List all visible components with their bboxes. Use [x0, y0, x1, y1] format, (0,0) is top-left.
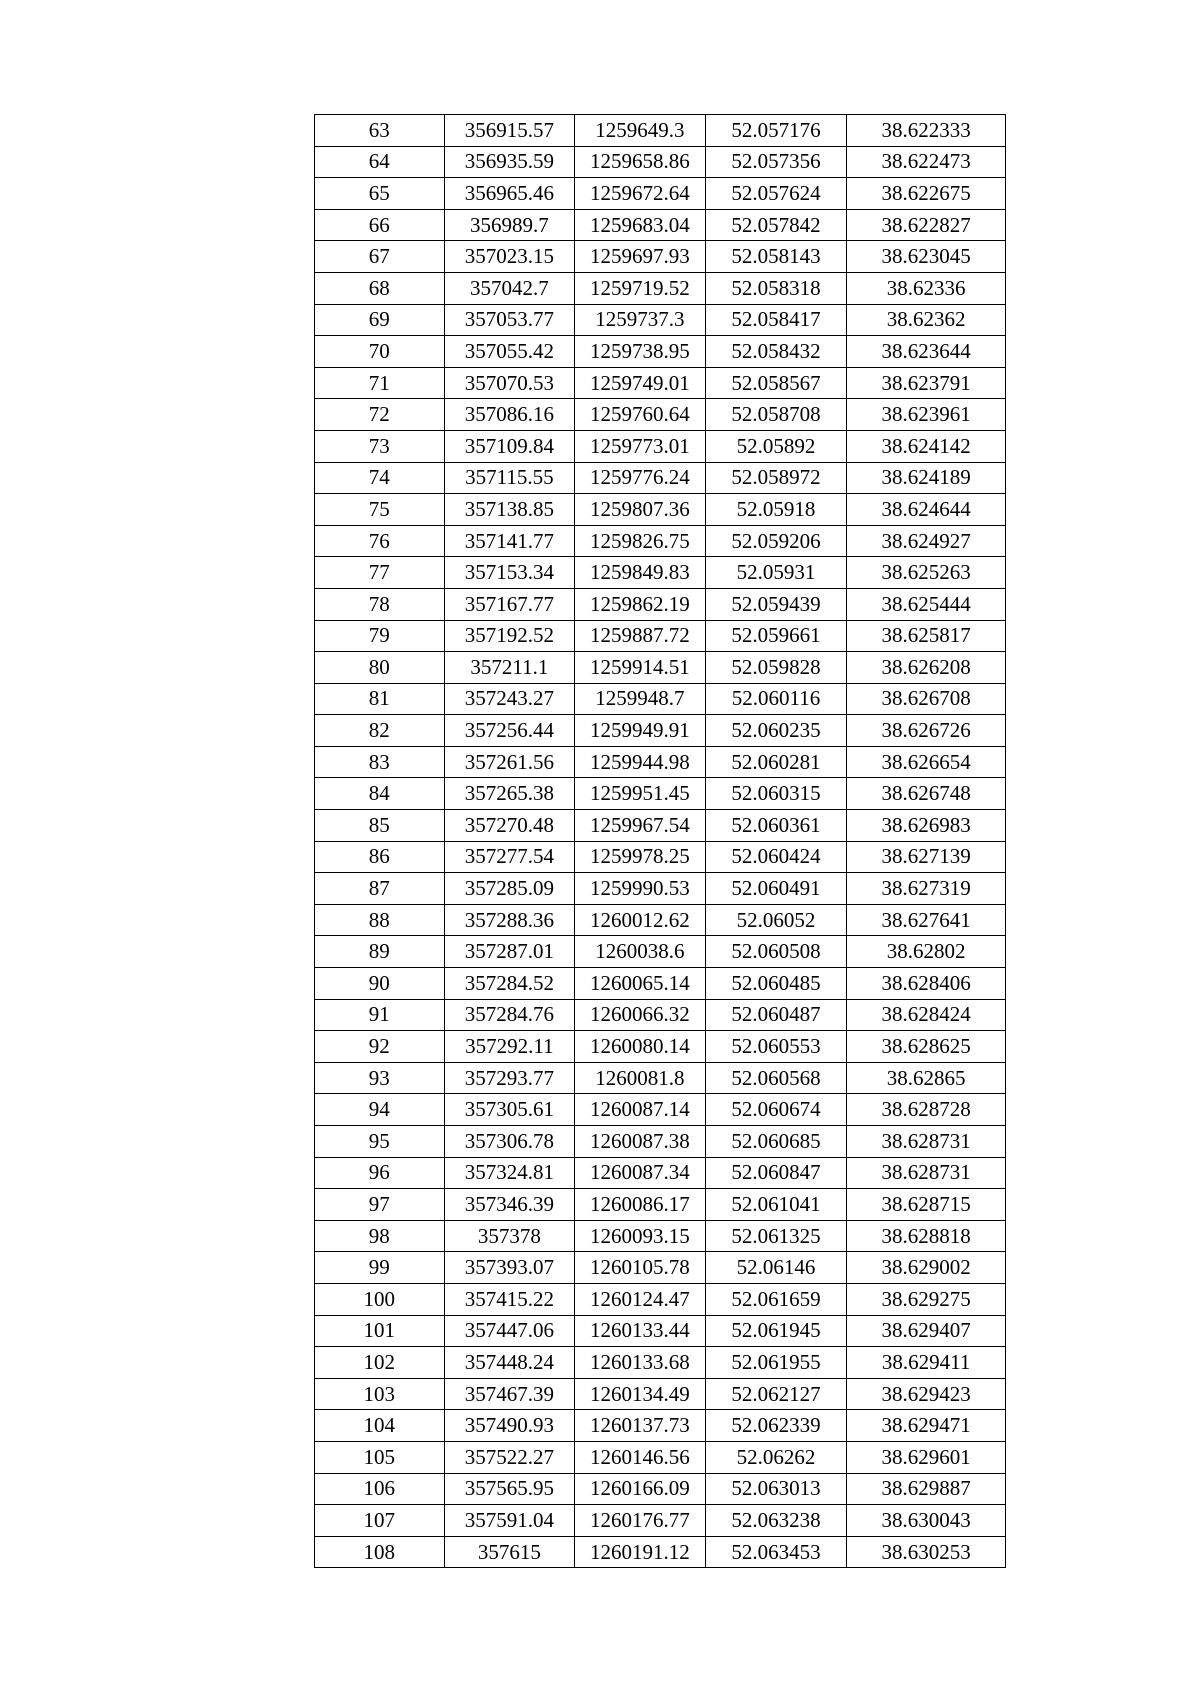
easting-cell: 357115.55	[444, 462, 575, 494]
point-number-cell: 75	[315, 494, 445, 526]
table-row	[315, 1189, 1006, 1221]
point-number-cell: 104	[315, 1410, 445, 1442]
table-row	[315, 1031, 1006, 1063]
longitude-cell: 38.627319	[847, 873, 1006, 905]
table-row	[315, 304, 1006, 336]
point-number-cell: 105	[315, 1441, 445, 1473]
table-row	[315, 873, 1006, 905]
easting-cell: 357138.85	[444, 494, 575, 526]
point-number-cell: 93	[315, 1062, 445, 1094]
point-number-cell: 65	[315, 178, 445, 210]
latitude-cell: 52.05892	[705, 430, 847, 462]
table-row	[315, 746, 1006, 778]
easting-cell: 357293.77	[444, 1062, 575, 1094]
easting-cell: 357378	[444, 1220, 575, 1252]
table-row	[315, 241, 1006, 273]
easting-cell: 357565.95	[444, 1473, 575, 1505]
easting-cell: 357467.39	[444, 1378, 575, 1410]
easting-cell: 357522.27	[444, 1441, 575, 1473]
point-number-cell: 86	[315, 841, 445, 873]
longitude-cell: 38.623644	[847, 336, 1006, 368]
latitude-cell: 52.060116	[705, 683, 847, 715]
point-number-cell: 99	[315, 1252, 445, 1284]
point-number-cell: 98	[315, 1220, 445, 1252]
easting-cell: 357415.22	[444, 1283, 575, 1315]
latitude-cell: 52.063013	[705, 1473, 847, 1505]
latitude-cell: 52.062127	[705, 1378, 847, 1410]
table-row	[315, 557, 1006, 589]
table-row	[315, 1157, 1006, 1189]
table-row	[315, 1094, 1006, 1126]
table-row	[315, 1410, 1006, 1442]
point-number-cell: 92	[315, 1031, 445, 1063]
easting-cell: 356989.7	[444, 209, 575, 241]
longitude-cell: 38.623045	[847, 241, 1006, 273]
easting-cell: 357615	[444, 1536, 575, 1568]
easting-cell: 357141.77	[444, 525, 575, 557]
table-row	[315, 1347, 1006, 1379]
point-number-cell: 89	[315, 936, 445, 968]
latitude-cell: 52.060361	[705, 810, 847, 842]
longitude-cell: 38.629411	[847, 1347, 1006, 1379]
latitude-cell: 52.060847	[705, 1157, 847, 1189]
northing-cell: 1259849.83	[575, 557, 706, 589]
latitude-cell: 52.058432	[705, 336, 847, 368]
northing-cell: 1260134.49	[575, 1378, 706, 1410]
table-row	[315, 841, 1006, 873]
longitude-cell: 38.626748	[847, 778, 1006, 810]
latitude-cell: 52.060685	[705, 1126, 847, 1158]
table-row	[315, 1536, 1006, 1568]
longitude-cell: 38.624644	[847, 494, 1006, 526]
table-row	[315, 1315, 1006, 1347]
latitude-cell: 52.059439	[705, 588, 847, 620]
latitude-cell: 52.060674	[705, 1094, 847, 1126]
easting-cell: 357055.42	[444, 336, 575, 368]
latitude-cell: 52.058567	[705, 367, 847, 399]
table-row	[315, 968, 1006, 1000]
easting-cell: 357305.61	[444, 1094, 575, 1126]
northing-cell: 1260176.77	[575, 1505, 706, 1537]
point-number-cell: 96	[315, 1157, 445, 1189]
northing-cell: 1259697.93	[575, 241, 706, 273]
point-number-cell: 76	[315, 525, 445, 557]
longitude-cell: 38.62802	[847, 936, 1006, 968]
longitude-cell: 38.629002	[847, 1252, 1006, 1284]
northing-cell: 1259807.36	[575, 494, 706, 526]
northing-cell: 1259719.52	[575, 272, 706, 304]
table-row	[315, 367, 1006, 399]
longitude-cell: 38.623961	[847, 399, 1006, 431]
easting-cell: 357211.1	[444, 652, 575, 684]
latitude-cell: 52.058318	[705, 272, 847, 304]
point-number-cell: 79	[315, 620, 445, 652]
longitude-cell: 38.628406	[847, 968, 1006, 1000]
longitude-cell: 38.622333	[847, 115, 1006, 147]
northing-cell: 1259887.72	[575, 620, 706, 652]
northing-cell: 1260133.44	[575, 1315, 706, 1347]
longitude-cell: 38.62865	[847, 1062, 1006, 1094]
point-number-cell: 72	[315, 399, 445, 431]
longitude-cell: 38.629601	[847, 1441, 1006, 1473]
northing-cell: 1259738.95	[575, 336, 706, 368]
longitude-cell: 38.622827	[847, 209, 1006, 241]
table-row	[315, 810, 1006, 842]
northing-cell: 1260086.17	[575, 1189, 706, 1221]
northing-cell: 1259658.86	[575, 146, 706, 178]
point-number-cell: 95	[315, 1126, 445, 1158]
easting-cell: 357277.54	[444, 841, 575, 873]
easting-cell: 357284.52	[444, 968, 575, 1000]
point-number-cell: 102	[315, 1347, 445, 1379]
easting-cell: 357256.44	[444, 715, 575, 747]
table-row	[315, 652, 1006, 684]
table-row	[315, 146, 1006, 178]
easting-cell: 357109.84	[444, 430, 575, 462]
northing-cell: 1260087.14	[575, 1094, 706, 1126]
latitude-cell: 52.05918	[705, 494, 847, 526]
point-number-cell: 70	[315, 336, 445, 368]
table-row	[315, 272, 1006, 304]
table-row	[315, 999, 1006, 1031]
point-number-cell: 91	[315, 999, 445, 1031]
table-row	[315, 936, 1006, 968]
point-number-cell: 77	[315, 557, 445, 589]
table-row	[315, 1473, 1006, 1505]
easting-cell: 357490.93	[444, 1410, 575, 1442]
table-row	[315, 715, 1006, 747]
longitude-cell: 38.628715	[847, 1189, 1006, 1221]
point-number-cell: 63	[315, 115, 445, 147]
table-row	[315, 1062, 1006, 1094]
latitude-cell: 52.057356	[705, 146, 847, 178]
latitude-cell: 52.06262	[705, 1441, 847, 1473]
point-number-cell: 67	[315, 241, 445, 273]
longitude-cell: 38.624142	[847, 430, 1006, 462]
northing-cell: 1259683.04	[575, 209, 706, 241]
latitude-cell: 52.060568	[705, 1062, 847, 1094]
table-row	[315, 588, 1006, 620]
easting-cell: 356965.46	[444, 178, 575, 210]
northing-cell: 1259826.75	[575, 525, 706, 557]
longitude-cell: 38.624927	[847, 525, 1006, 557]
northing-cell: 1260093.15	[575, 1220, 706, 1252]
coordinates-table-body	[315, 115, 1006, 1568]
northing-cell: 1259862.19	[575, 588, 706, 620]
point-number-cell: 64	[315, 146, 445, 178]
point-number-cell: 94	[315, 1094, 445, 1126]
point-number-cell: 101	[315, 1315, 445, 1347]
easting-cell: 357023.15	[444, 241, 575, 273]
latitude-cell: 52.059661	[705, 620, 847, 652]
northing-cell: 1259990.53	[575, 873, 706, 905]
point-number-cell: 97	[315, 1189, 445, 1221]
latitude-cell: 52.060235	[705, 715, 847, 747]
latitude-cell: 52.059206	[705, 525, 847, 557]
easting-cell: 357053.77	[444, 304, 575, 336]
northing-cell: 1260137.73	[575, 1410, 706, 1442]
latitude-cell: 52.057624	[705, 178, 847, 210]
longitude-cell: 38.629423	[847, 1378, 1006, 1410]
northing-cell: 1259967.54	[575, 810, 706, 842]
northing-cell: 1260146.56	[575, 1441, 706, 1473]
latitude-cell: 52.060487	[705, 999, 847, 1031]
point-number-cell: 106	[315, 1473, 445, 1505]
longitude-cell: 38.630043	[847, 1505, 1006, 1537]
longitude-cell: 38.624189	[847, 462, 1006, 494]
northing-cell: 1259948.7	[575, 683, 706, 715]
longitude-cell: 38.627641	[847, 904, 1006, 936]
longitude-cell: 38.625444	[847, 588, 1006, 620]
latitude-cell: 52.060281	[705, 746, 847, 778]
easting-cell: 357288.36	[444, 904, 575, 936]
point-number-cell: 108	[315, 1536, 445, 1568]
point-number-cell: 74	[315, 462, 445, 494]
easting-cell: 357448.24	[444, 1347, 575, 1379]
northing-cell: 1259749.01	[575, 367, 706, 399]
easting-cell: 357284.76	[444, 999, 575, 1031]
easting-cell: 357306.78	[444, 1126, 575, 1158]
table-row	[315, 778, 1006, 810]
longitude-cell: 38.626708	[847, 683, 1006, 715]
coordinates-table	[314, 114, 1006, 1568]
table-row	[315, 399, 1006, 431]
point-number-cell: 85	[315, 810, 445, 842]
northing-cell: 1259978.25	[575, 841, 706, 873]
table-row	[315, 494, 1006, 526]
table-row	[315, 178, 1006, 210]
latitude-cell: 52.05931	[705, 557, 847, 589]
point-number-cell: 73	[315, 430, 445, 462]
point-number-cell: 80	[315, 652, 445, 684]
easting-cell: 357270.48	[444, 810, 575, 842]
northing-cell: 1260133.68	[575, 1347, 706, 1379]
easting-cell: 357346.39	[444, 1189, 575, 1221]
latitude-cell: 52.059828	[705, 652, 847, 684]
latitude-cell: 52.061945	[705, 1315, 847, 1347]
point-number-cell: 78	[315, 588, 445, 620]
latitude-cell: 52.060491	[705, 873, 847, 905]
table-row	[315, 336, 1006, 368]
point-number-cell: 88	[315, 904, 445, 936]
longitude-cell: 38.622473	[847, 146, 1006, 178]
point-number-cell: 100	[315, 1283, 445, 1315]
point-number-cell: 84	[315, 778, 445, 810]
table-row	[315, 683, 1006, 715]
latitude-cell: 52.061041	[705, 1189, 847, 1221]
longitude-cell: 38.629275	[847, 1283, 1006, 1315]
longitude-cell: 38.62336	[847, 272, 1006, 304]
easting-cell: 357042.7	[444, 272, 575, 304]
northing-cell: 1259672.64	[575, 178, 706, 210]
point-number-cell: 66	[315, 209, 445, 241]
easting-cell: 357324.81	[444, 1157, 575, 1189]
northing-cell: 1260065.14	[575, 968, 706, 1000]
table-row	[315, 1441, 1006, 1473]
table-row	[315, 1252, 1006, 1284]
table-row	[315, 525, 1006, 557]
table-row	[315, 1220, 1006, 1252]
easting-cell: 357167.77	[444, 588, 575, 620]
easting-cell: 357192.52	[444, 620, 575, 652]
northing-cell: 1259944.98	[575, 746, 706, 778]
table-row	[315, 904, 1006, 936]
table-row	[315, 115, 1006, 147]
latitude-cell: 52.057176	[705, 115, 847, 147]
longitude-cell: 38.62362	[847, 304, 1006, 336]
longitude-cell: 38.628731	[847, 1126, 1006, 1158]
latitude-cell: 52.060315	[705, 778, 847, 810]
northing-cell: 1259951.45	[575, 778, 706, 810]
latitude-cell: 52.062339	[705, 1410, 847, 1442]
latitude-cell: 52.06052	[705, 904, 847, 936]
latitude-cell: 52.058143	[705, 241, 847, 273]
northing-cell: 1260087.34	[575, 1157, 706, 1189]
northing-cell: 1260105.78	[575, 1252, 706, 1284]
easting-cell: 357393.07	[444, 1252, 575, 1284]
easting-cell: 357153.34	[444, 557, 575, 589]
latitude-cell: 52.061325	[705, 1220, 847, 1252]
longitude-cell: 38.628818	[847, 1220, 1006, 1252]
longitude-cell: 38.628424	[847, 999, 1006, 1031]
northing-cell: 1259760.64	[575, 399, 706, 431]
northing-cell: 1260012.62	[575, 904, 706, 936]
easting-cell: 357447.06	[444, 1315, 575, 1347]
easting-cell: 357086.16	[444, 399, 575, 431]
longitude-cell: 38.629407	[847, 1315, 1006, 1347]
easting-cell: 357292.11	[444, 1031, 575, 1063]
longitude-cell: 38.625817	[847, 620, 1006, 652]
table-row	[315, 209, 1006, 241]
table-row	[315, 462, 1006, 494]
easting-cell: 357591.04	[444, 1505, 575, 1537]
longitude-cell: 38.622675	[847, 178, 1006, 210]
latitude-cell: 52.057842	[705, 209, 847, 241]
easting-cell: 357285.09	[444, 873, 575, 905]
easting-cell: 357243.27	[444, 683, 575, 715]
latitude-cell: 52.058417	[705, 304, 847, 336]
northing-cell: 1260081.8	[575, 1062, 706, 1094]
table-row	[315, 1283, 1006, 1315]
northing-cell: 1259773.01	[575, 430, 706, 462]
easting-cell: 357265.38	[444, 778, 575, 810]
table-row	[315, 1126, 1006, 1158]
point-number-cell: 87	[315, 873, 445, 905]
latitude-cell: 52.060553	[705, 1031, 847, 1063]
longitude-cell: 38.626654	[847, 746, 1006, 778]
easting-cell: 357070.53	[444, 367, 575, 399]
latitude-cell: 52.058708	[705, 399, 847, 431]
longitude-cell: 38.627139	[847, 841, 1006, 873]
longitude-cell: 38.629471	[847, 1410, 1006, 1442]
northing-cell: 1260080.14	[575, 1031, 706, 1063]
longitude-cell: 38.626726	[847, 715, 1006, 747]
latitude-cell: 52.060424	[705, 841, 847, 873]
latitude-cell: 52.061659	[705, 1283, 847, 1315]
latitude-cell: 52.06146	[705, 1252, 847, 1284]
northing-cell: 1260087.38	[575, 1126, 706, 1158]
northing-cell: 1260066.32	[575, 999, 706, 1031]
point-number-cell: 103	[315, 1378, 445, 1410]
northing-cell: 1260038.6	[575, 936, 706, 968]
latitude-cell: 52.061955	[705, 1347, 847, 1379]
longitude-cell: 38.626983	[847, 810, 1006, 842]
table-row	[315, 620, 1006, 652]
longitude-cell: 38.623791	[847, 367, 1006, 399]
northing-cell: 1259649.3	[575, 115, 706, 147]
latitude-cell: 52.058972	[705, 462, 847, 494]
northing-cell: 1260191.12	[575, 1536, 706, 1568]
table-row	[315, 1505, 1006, 1537]
latitude-cell: 52.060485	[705, 968, 847, 1000]
table-row	[315, 1378, 1006, 1410]
easting-cell: 357287.01	[444, 936, 575, 968]
point-number-cell: 69	[315, 304, 445, 336]
latitude-cell: 52.060508	[705, 936, 847, 968]
point-number-cell: 82	[315, 715, 445, 747]
easting-cell: 356915.57	[444, 115, 575, 147]
point-number-cell: 107	[315, 1505, 445, 1537]
longitude-cell: 38.630253	[847, 1536, 1006, 1568]
northing-cell: 1260166.09	[575, 1473, 706, 1505]
longitude-cell: 38.628728	[847, 1094, 1006, 1126]
longitude-cell: 38.628625	[847, 1031, 1006, 1063]
point-number-cell: 71	[315, 367, 445, 399]
latitude-cell: 52.063238	[705, 1505, 847, 1537]
table-row	[315, 430, 1006, 462]
northing-cell: 1259949.91	[575, 715, 706, 747]
northing-cell: 1259914.51	[575, 652, 706, 684]
longitude-cell: 38.625263	[847, 557, 1006, 589]
northing-cell: 1259737.3	[575, 304, 706, 336]
northing-cell: 1259776.24	[575, 462, 706, 494]
easting-cell: 356935.59	[444, 146, 575, 178]
point-number-cell: 90	[315, 968, 445, 1000]
longitude-cell: 38.628731	[847, 1157, 1006, 1189]
longitude-cell: 38.626208	[847, 652, 1006, 684]
longitude-cell: 38.629887	[847, 1473, 1006, 1505]
point-number-cell: 81	[315, 683, 445, 715]
point-number-cell: 83	[315, 746, 445, 778]
easting-cell: 357261.56	[444, 746, 575, 778]
latitude-cell: 52.063453	[705, 1536, 847, 1568]
point-number-cell: 68	[315, 272, 445, 304]
northing-cell: 1260124.47	[575, 1283, 706, 1315]
